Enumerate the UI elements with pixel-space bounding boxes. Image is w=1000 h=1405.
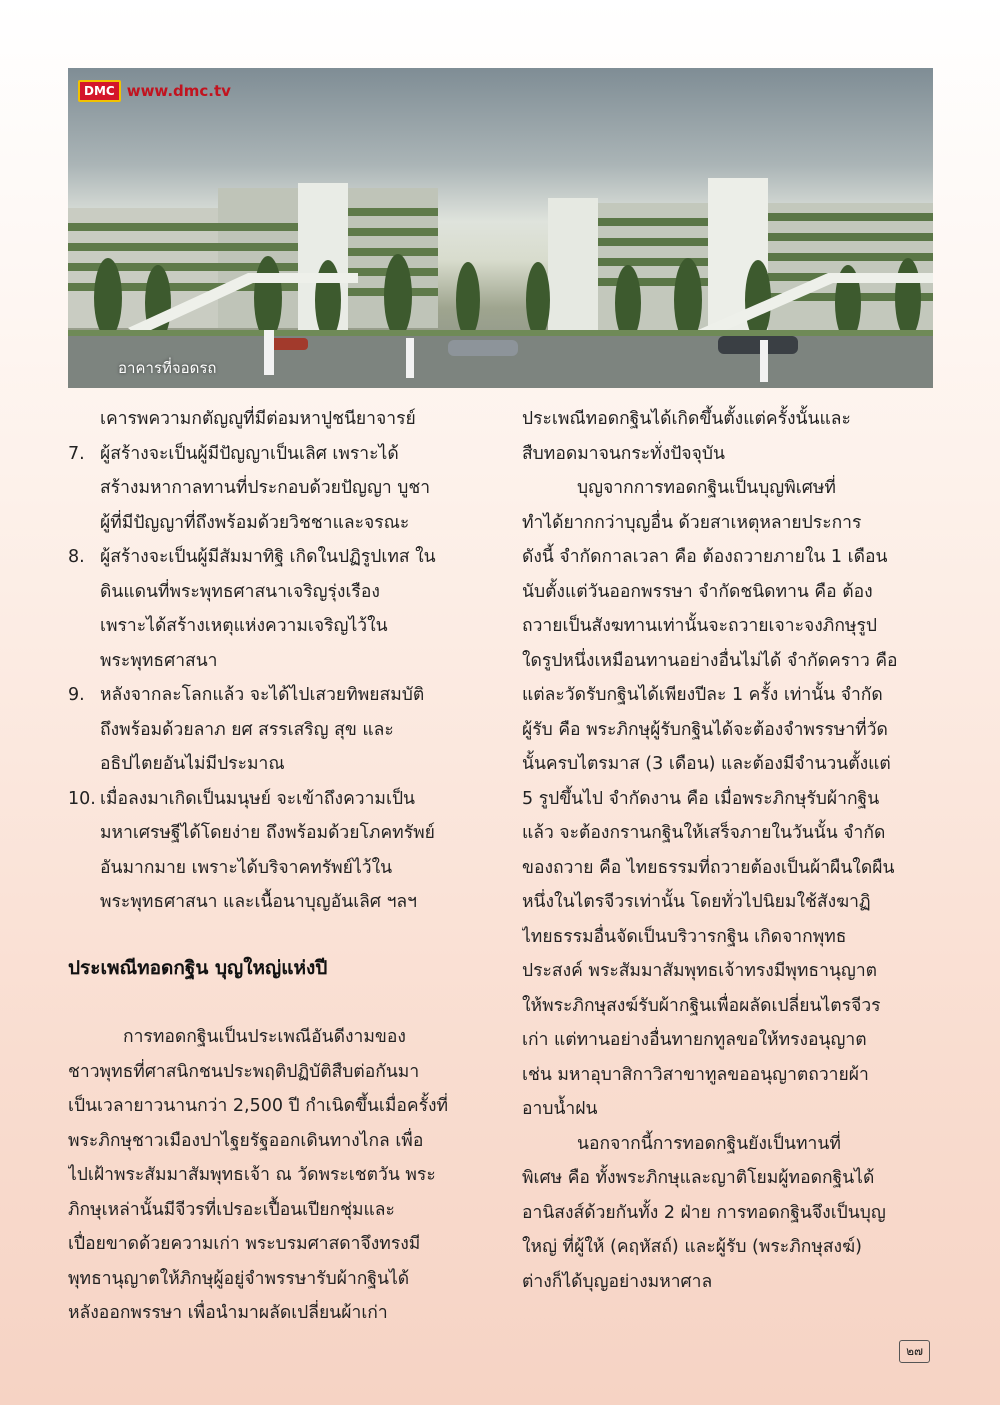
list-item [68, 678, 480, 713]
text-line: ดินแดนที่พระพุทธศาสนาเจริญรุ่งเรือง [100, 581, 380, 602]
text-line: ผู้รับ คือ พระภิกษุผู้รับกฐินได้จะต้องจำพรรษาที่วัด [522, 719, 888, 740]
list-item [68, 782, 480, 817]
list-text: เมื่อลงมาเกิดเป็นมนุษย์ จะเข้าถึงความเป็น [100, 788, 416, 809]
text-line: 5 รูปขึ้นไป จำกัดงาน คือ เมื่อพระภิกษุรับผ้ากฐิน [522, 788, 880, 809]
text-line: ประเพณีทอดกฐินได้เกิดขึ้นตั้งแต่ครั้งนั้นและ [522, 409, 851, 429]
parking-building-illustration [68, 68, 933, 388]
text-line: หนึ่งในไตรจีวรเท่านั้น โดยทั่วไปนิยมใช้สังฆาฏิ [522, 892, 871, 912]
text-line: ไปเฝ้าพระสัมมาสัมพุทธเจ้า ณ วัดพระเชตวัน พระ [68, 1165, 436, 1185]
text-line: พระพุทธศาสนา และเนื้อนาบุญอันเลิศ ฯลฯ [100, 892, 417, 912]
text-line: เพราะได้สร้างเหตุแห่งความเจริญไว้ใน [100, 616, 388, 636]
list-item [68, 437, 480, 472]
text-line: ถวายเป็นสังฆทานเท่านั้นจะถวายเจาะจงภิกษุรูป [522, 616, 877, 636]
text-line: นอกจากนี้การทอดกฐินยังเป็นทานที่ [577, 1133, 841, 1154]
text-line: ผู้ที่มีปัญญาที่ถึงพร้อมด้วยวิชชาและจรณะ [100, 512, 410, 533]
text-line: ภิกษุเหล่านั้นมีจีวรที่เปรอะเปื้อนเปียกชุ่มและ [68, 1199, 395, 1220]
text-line: พิเศษ คือ ทั้งพระภิกษุและญาติโยมผู้ทอดกฐินได้ [522, 1168, 875, 1188]
text-line: ไทยธรรมอื่นจัดเป็นบริวารกฐิน เกิดจากพุทธ [522, 926, 847, 947]
text-line: อธิปไตยอันไม่มีประมาณ [100, 754, 285, 774]
text-line: ถึงพร้อมด้วยลาภ ยศ สรรเสริญ สุข และ [100, 719, 394, 740]
text-line: ให้พระภิกษุสงฆ์รับผ้ากฐินเพื่อผลัดเปลี่ยนไตรจีวร [522, 995, 881, 1016]
list-number: 9. [68, 685, 85, 705]
text-line: ต่างก็ได้บุญอย่างมหาศาล [522, 1271, 713, 1292]
hero-photo [68, 68, 933, 388]
dmc-logo-mark: DMC [78, 80, 121, 102]
text-line: การทอดกฐินเป็นประเพณีอันดีงามของ [123, 1027, 406, 1047]
right-column [522, 402, 934, 1299]
text-line: เก่า แต่ทานอย่างอื่นทายกทูลขอให้ทรงอนุญาต [522, 1030, 867, 1050]
list-number: 8. [68, 547, 85, 567]
text-line: เช่น มหาอุบาสิกาวิสาขาทูลขออนุญาตถวายผ้า [522, 1064, 869, 1085]
list-text: ผู้สร้างจะเป็นผู้มีสัมมาทิฐิ เกิดในปฏิรูปเทส ใน [100, 547, 436, 567]
text-line: เปื่อยขาดด้วยความเก่า พระบรมศาสดาจึงทรงมี [68, 1234, 421, 1254]
list-text: ผู้สร้างจะเป็นผู้มีปัญญาเป็นเลิศ เพราะได้ [100, 443, 399, 464]
left-column [68, 402, 480, 920]
text-line: ทำได้ยากกว่าบุญอื่น ด้วยสาเหตุหลายประการ [522, 512, 862, 533]
text-line: อาบน้ำฝน [522, 1099, 598, 1119]
section-heading: ประเพณีทอดกฐิน บุญใหญ่แห่งปี [68, 957, 328, 979]
photo-caption: อาคารที่จอดรถ [118, 359, 217, 377]
text-line: มหาเศรษฐีได้โดยง่าย ถึงพร้อมด้วยโภคทรัพย์ [100, 823, 435, 843]
text-line: พระภิกษุชาวเมืองปาไฐยรัฐออกเดินทางไกล เพื่อ [68, 1130, 424, 1151]
text-line: เป็นเวลายาวนานกว่า 2,500 ปี กำเนิดขึ้นเมื่อครั้งที่ [68, 1096, 449, 1116]
text-line: สืบทอดมาจนกระทั่งปัจจุบัน [522, 443, 725, 464]
text-line: หลังออกพรรษา เพื่อนำมาผลัดเปลี่ยนผ้าเก่า [68, 1303, 388, 1323]
text-line: อานิสงส์ด้วยกันทั้ง 2 ฝ่าย การทอดกฐินจึงเป็นบุญ [522, 1202, 886, 1223]
left-paragraph [68, 1020, 480, 1331]
text-line: อันมากมาย เพราะได้บริจาคทรัพย์ไว้ใน [100, 857, 393, 878]
text-line: แล้ว จะต้องกรานกฐินให้เสร็จภายในวันนั้น จำกัด [522, 823, 886, 843]
page-number: ๒๗ [899, 1340, 930, 1363]
list-item [68, 540, 480, 575]
dmc-logo [78, 80, 231, 102]
list-number: 10. [68, 788, 96, 809]
text-line: แต่ละวัดรับกฐินได้เพียงปีละ 1 ครั้ง เท่านั้น จำกัด [522, 685, 883, 705]
list-text: หลังจากละโลกแล้ว จะได้ไปเสวยทิพยสมบัติ [100, 685, 425, 705]
text-line: ดังนี้ จำกัดกาลเวลา คือ ต้องถวายภายใน 1 เดือน [522, 547, 888, 567]
text-line: ของถวาย คือ ไทยธรรมที่ถวายต้องเป็นผ้าผืนใดผืน [522, 857, 895, 878]
text-line: ใหญ่ ที่ผู้ให้ (คฤหัสถ์) และผู้รับ (พระภิกษุสงฆ์) [522, 1237, 862, 1257]
text-line: เคารพความกตัญญูที่มีต่อมหาปูชนียาจารย์ [100, 409, 416, 429]
text-line: สร้างมหากาลทานที่ประกอบด้วยปัญญา บูชา [100, 478, 431, 498]
dmc-url: www.dmc.tv [126, 82, 231, 100]
text-line: นับตั้งแต่วันออกพรรษา จำกัดชนิดทาน คือ ต้อง [522, 581, 873, 602]
text-line: ใดรูปหนึ่งเหมือนทานอย่างอื่นไม่ได้ จำกัดคราว คือ [522, 650, 898, 671]
text-line: ชาวพุทธที่ศาสนิกชนประพฤติปฏิบัติสืบต่อกันมา [68, 1061, 420, 1082]
list-number: 7. [68, 443, 85, 464]
text-line: พุทธานุญาตให้ภิกษุผู้อยู่จำพรรษารับผ้ากฐินได้ [68, 1268, 410, 1289]
text-line: ประสงค์ พระสัมมาสัมพุทธเจ้าทรงมีพุทธานุญาต [522, 961, 878, 981]
text-line: นั้นครบไตรมาส (3 เดือน) และต้องมีจำนวนตั้งแต่ [522, 754, 891, 774]
text-line: พระพุทธศาสนา [100, 650, 218, 671]
text-line: บุญจากการทอดกฐินเป็นบุญพิเศษที่ [577, 478, 836, 498]
